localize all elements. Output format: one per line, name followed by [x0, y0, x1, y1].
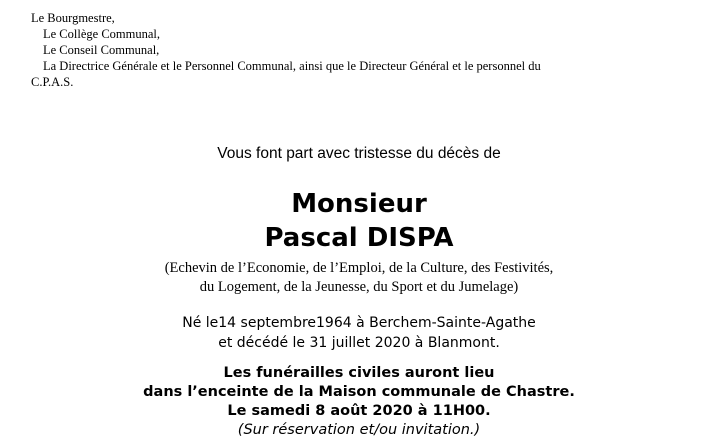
roles-text [0, 259, 718, 297]
sender-line: C.P.A.S. [31, 75, 74, 89]
funeral-details [0, 364, 718, 440]
senders-block [31, 10, 701, 90]
sender-line: Le Bourgmestre, [31, 11, 115, 25]
funeral-line: Les funérailles civiles auront lieu [223, 365, 495, 381]
funeral-line: Le samedi 8 août 2020 à 11H00. [227, 403, 491, 419]
sender-line: Le Collège Communal, [43, 27, 160, 41]
birth-line: Né le14 septembre1964 à Berchem-Sainte-Agathe [182, 315, 536, 331]
sender-line: Le Conseil Communal, [43, 43, 160, 57]
name-title: Monsieur [291, 189, 427, 219]
intro-text: Vous font part avec tristesse du décès de [217, 145, 501, 162]
roles-line: (Echevin de l’Economie, de l’Emploi, de la Culture, des Festivités, [164, 260, 554, 276]
death-line: et décédé le 31 juillet 2020 à Blanmont. [218, 335, 500, 351]
sender-line: La Directrice Générale et le Personnel Communal, ainsi que le Directeur Général et le personnel du [43, 59, 541, 73]
birth-death-dates [0, 313, 718, 353]
deceased-name [0, 187, 718, 255]
roles-line: du Logement, de la Jeunesse, du Sport et du Jumelage) [199, 279, 519, 295]
funeral-line: dans l’enceinte de la Maison communale de Chastre. [143, 384, 575, 400]
funeral-note: (Sur réservation et/ou invitation.) [237, 422, 481, 438]
name-full: Pascal DISPA [264, 223, 454, 253]
